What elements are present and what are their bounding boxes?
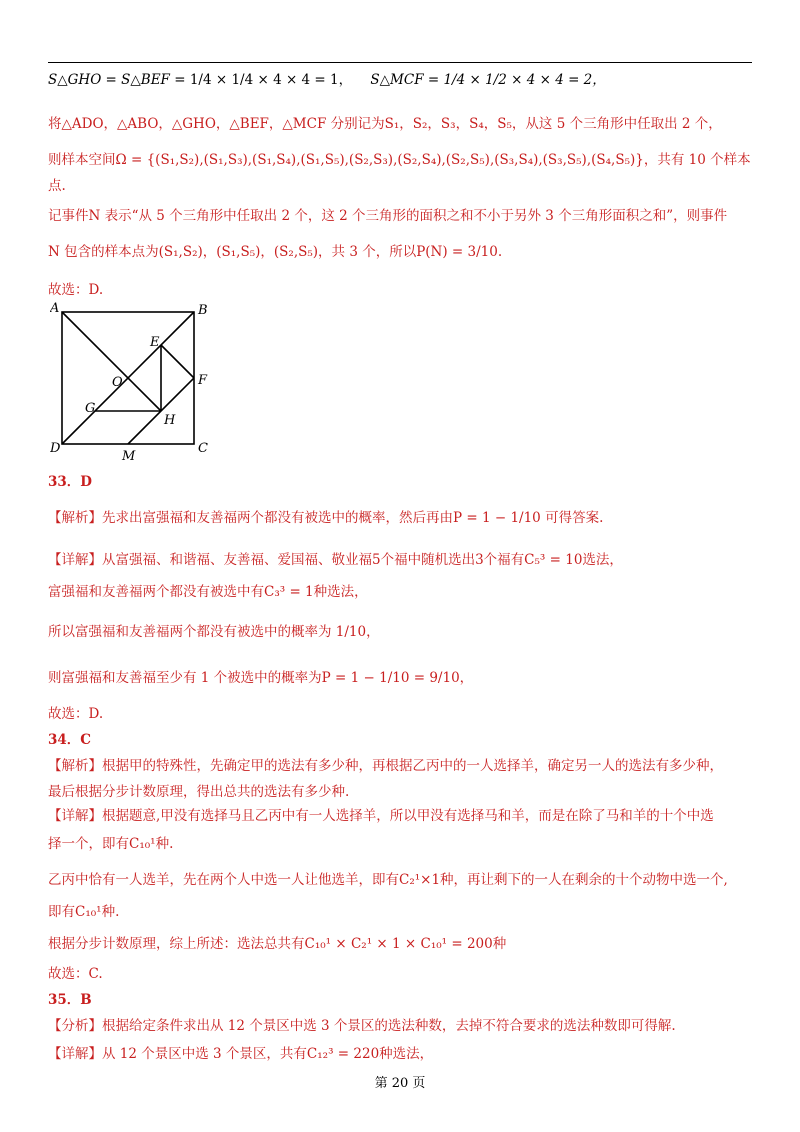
q34-detail-2: 择一个，即有C₁₀¹种. — [48, 836, 174, 852]
label-c: C — [198, 441, 208, 456]
answer-33: 故选：D. — [48, 706, 104, 722]
line-event-n: 记事件N 表示“从 5 个三角形中任取出 2 个，这 2 个三角形的面积之和不小于另外 3 个三角形面积之和”，则事件 — [48, 208, 728, 224]
label-g: G — [85, 401, 96, 416]
q33-line-2: 富强福和友善福两个都没有被选中有C₃³ = 1种选法， — [48, 584, 368, 600]
top-rule — [48, 62, 752, 63]
page-number: 第 20 页 — [374, 1076, 426, 1091]
area-equality: S△GHO = S△BEF = — [48, 72, 190, 88]
answer-34: 故选：C. — [48, 966, 103, 982]
q35-detail: 【详解】从 12 个景区中选 3 个景区，共有C₁₂³ = 220种选法， — [48, 1046, 434, 1062]
label-d: D — [50, 441, 61, 456]
segment-ao — [62, 312, 128, 378]
line-sample-space: 则样本空间Ω = {(S₁,S₂),(S₁,S₃),(S₁,S₄),(S₁,S₅),(S₂,S₃),(S₂,S₄),(S₂,S₅),(S₃,S₄),(S₃,S₅),(S₄,S₅)}，共有 10 个样本 — [48, 152, 751, 168]
line-sample-points: 点. — [48, 178, 66, 194]
label-m: M — [122, 449, 136, 460]
label-a: A — [50, 301, 60, 316]
q34-detail-3: 乙丙中恰有一人选羊，先在两个人中选一人让他选羊，即有C₂¹×1种，再让剩下的一人在剩余的十个动物中选一个, — [48, 872, 728, 888]
segment-oh — [128, 378, 161, 411]
segment-ef — [161, 345, 194, 378]
question-33-header: 33．D — [48, 474, 92, 490]
area-mcf: S△MCF = 1/4 × 1/2 × 4 × 4 = 2， — [370, 72, 606, 88]
line-area-computation — [48, 70, 606, 90]
q34-analysis-2: 最后根据分步计数原理，得出总共的选法有多少种. — [48, 784, 350, 800]
line-label-triangles: 将△ADO，△ABO，△GHO，△BEF，△MCF 分别记为S₁，S₂，S₃，S₄，S₅，从这 5 个三角形中任取出 2 个， — [48, 116, 722, 132]
tangram-figure — [50, 300, 220, 460]
line-event-n-points: N 包含的样本点为(S₁,S₂)，(S₁,S₅)，(S₂,S₅)，共 3 个，所以P(N) = 3/10. — [48, 244, 503, 260]
question-34-header: 34．C — [48, 732, 92, 748]
label-h: H — [164, 413, 176, 428]
q34-detail-4: 即有C₁₀¹种. — [48, 904, 120, 920]
area-value-1: 1/4 × 1/4 × 4 × 4 = 1， — [189, 72, 353, 88]
question-35-header: 35．B — [48, 992, 92, 1008]
q34-analysis: 【解析】根据甲的特殊性，先确定甲的选法有多少种，再根据乙丙中的一人选择羊，确定另一人的选法有多少种， — [48, 758, 723, 774]
q34-detail: 【详解】根据题意,甲没有选择马且乙丙中有一人选择羊，所以甲没有选择马和羊，而是在除了马和羊的十个中选 — [48, 808, 714, 824]
q33-line-3: 所以富强福和友善福两个都没有被选中的概率为 1/10， — [48, 624, 380, 640]
q35-analysis: 【分析】根据给定条件求出从 12 个景区中选 3 个景区的选法种数，去掉不符合要求的选法种数即可得解. — [48, 1018, 676, 1034]
q34-total: 根据分步计数原理，综上所述：选法总共有C₁₀¹ × C₂¹ × 1 × C₁₀¹ = 200种 — [48, 936, 507, 952]
label-f: F — [198, 373, 208, 388]
label-o: O — [112, 375, 123, 390]
label-b: B — [198, 303, 208, 318]
q33-analysis: 【解析】先求出富强福和友善福两个都没有被选中的概率，然后再由P = 1 − 1/10 可得答案. — [48, 510, 604, 526]
answer-32: 故选：D. — [48, 282, 104, 298]
q33-line-4: 则富强福和友善福至少有 1 个被选中的概率为P = 1 − 1/10 = 9/10， — [48, 670, 474, 686]
label-e: E — [150, 335, 160, 350]
q33-detail: 【详解】从富强福、和谐福、友善福、爱国福、敬业福5个福中随机选出3个福有C₅³ = 10选法， — [48, 552, 623, 568]
